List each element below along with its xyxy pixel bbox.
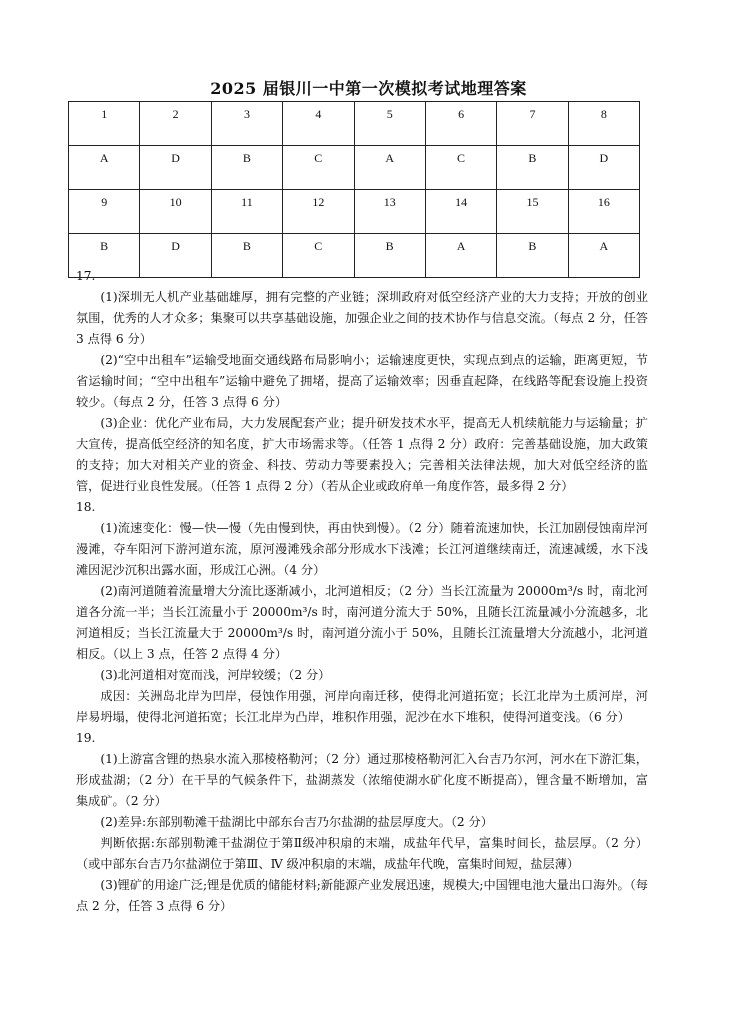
question-17-number: 17. (76, 269, 96, 283)
q19-part3: (3)锂矿的用途广泛;锂是优质的储能材料;新能源产业发展迅速，规模大;中国锂电池大量出口海外。（每点 2 分，任答 3 点得 6 分） (76, 878, 648, 913)
question-number-cell: 14 (425, 190, 496, 234)
answer-cell: A (568, 234, 639, 278)
q19-part2-basis: 判断依据:东部别勒滩干盐湖位于第Ⅱ级冲积扇的末端，成盐年代早，富集时间长，盐层厚。（2 分）（或中部东台吉乃尔盐湖位于第Ⅲ、Ⅳ 级冲积扇的末端，成盐年代晚，富集时间短，盐层薄） (76, 836, 648, 871)
q18-part2: (2)南河道随着流量增大分流比逐渐减小，北河道相反；（2 分）当长江流量为 20000m³/s 时，南北河道各分流一半；当长江流量小于 20000m³/s 时，南河道分流大于 50%，且随长江流量减小分流越多，北河道相反；当长江流量大于 20000m³/s 时，南河道分流小于 50%，且随长江流量增大分流越小，北河道相反。（以上 3 点，任答 2 点得 4 分） (76, 584, 648, 661)
answer-cell: D (568, 146, 639, 190)
question-number-cell: 9 (69, 190, 140, 234)
answer-cell: C (283, 146, 354, 190)
answer-cell: A (354, 146, 425, 190)
q19-part2: (2)差异:东部别勒滩干盐湖比中部东台吉乃尔盐湖的盐层厚度大。（2 分） (100, 815, 493, 829)
question-number-cell: 16 (568, 190, 639, 234)
q19-part1: (1)上游富含锂的热泉水流入那棱格勒河；（2 分）通过那棱格勒河汇入台吉乃尔河，河水在下游汇集，形成盐湖；（2 分）在干旱的气候条件下，盐湖蒸发（浓缩使湖水矿化度不断提高），锂含量不断增加，富集成矿。（2 分） (76, 752, 648, 808)
question-number-cell: 13 (354, 190, 425, 234)
answer-cell: D (140, 234, 211, 278)
question-number-cell: 10 (140, 190, 211, 234)
question-number-cell: 4 (283, 102, 354, 146)
question-number-cell: 11 (211, 190, 282, 234)
question-number-cell: 12 (283, 190, 354, 234)
q17-part2: (2)“空中出租车”运输受地面交通线路布局影响小；运输速度更快，实现点到点的运输，距离更短，节省运输时间；“空中出租车”运输中避免了拥堵，提高了运输效率；因垂直起降，在线路等配套设施上投资较少。（每点 2 分，任答 3 点得 6 分） (76, 353, 648, 409)
answer-cell: C (283, 234, 354, 278)
page-title: 2025 届银川一中第一次模拟考试地理答案 (210, 79, 527, 98)
answer-cell: B (354, 234, 425, 278)
q18-part3: (3)北河道相对宽而浅，河岸较缓；（2 分） (100, 668, 331, 682)
question-number-row (69, 190, 640, 234)
question-number-cell: 2 (140, 102, 211, 146)
question-number-cell: 3 (211, 102, 282, 146)
question-number-cell: 15 (497, 190, 568, 234)
question-number-cell: 7 (497, 102, 568, 146)
answer-cell: B (211, 234, 282, 278)
answer-cell: D (140, 146, 211, 190)
answer-cell: C (425, 146, 496, 190)
question-18-number: 18. (76, 500, 96, 514)
answer-explanations (76, 266, 648, 917)
answer-cell: B (497, 234, 568, 278)
q18-part3-reason: 成因：关洲岛北岸为凹岸，侵蚀作用强，河岸向南迁移，使得北河道拓宽；长江北岸为土质河岸，河岸易坍塌，使得北河道拓宽；长江北岸为凸岸，堆积作用强，泥沙在水下堆积，使得河道变浅。（6 分） (76, 689, 648, 724)
answer-cell: B (69, 234, 140, 278)
answer-row (69, 146, 640, 190)
answer-table (68, 101, 640, 278)
question-number-row (69, 102, 640, 146)
question-number-cell: 6 (425, 102, 496, 146)
answer-cell: A (69, 146, 140, 190)
q17-part1: (1)深圳无人机产业基础雄厚，拥有完整的产业链；深圳政府对低空经济产业的大力支持；开放的创业氛围，优秀的人才众多；集聚可以共享基础设施，加强企业之间的技术协作与信息交流。（每点 2 分，任答 3 点得 6 分） (76, 290, 648, 346)
answer-cell: A (425, 234, 496, 278)
q18-part1: (1)流速变化：慢—快—慢（先由慢到快，再由快到慢）。（2 分）随着流速加快，长江加剧侵蚀南岸河漫滩，夺车阳河下游河道东流，原河漫滩残余部分形成水下浅滩；长江河道继续南迁，流速减缓，水下浅滩因泥沙沉积出露水面，形成江心洲。（4 分） (76, 521, 648, 577)
answer-cell: B (211, 146, 282, 190)
answer-cell: B (497, 146, 568, 190)
question-number-cell: 1 (69, 102, 140, 146)
q17-part3: (3)企业：优化产业布局，大力发展配套产业；提升研发技术水平，提高无人机续航能力与运输量；扩大宣传，提高低空经济的知名度，扩大市场需求等。（任答 1 点得 2 分）政府：完善基础设施，加大政策的支持；加大对相关产业的资金、科技、劳动力等要素投入；完善相关法律法规，加大对低空经济的监管，促进行业良性发展。（任答 1 点得 2 分）（若从企业或政府单一角度作答，最多得 2 分） (76, 416, 648, 493)
question-number-cell: 5 (354, 102, 425, 146)
question-19-number: 19. (76, 731, 96, 745)
question-number-cell: 8 (568, 102, 639, 146)
